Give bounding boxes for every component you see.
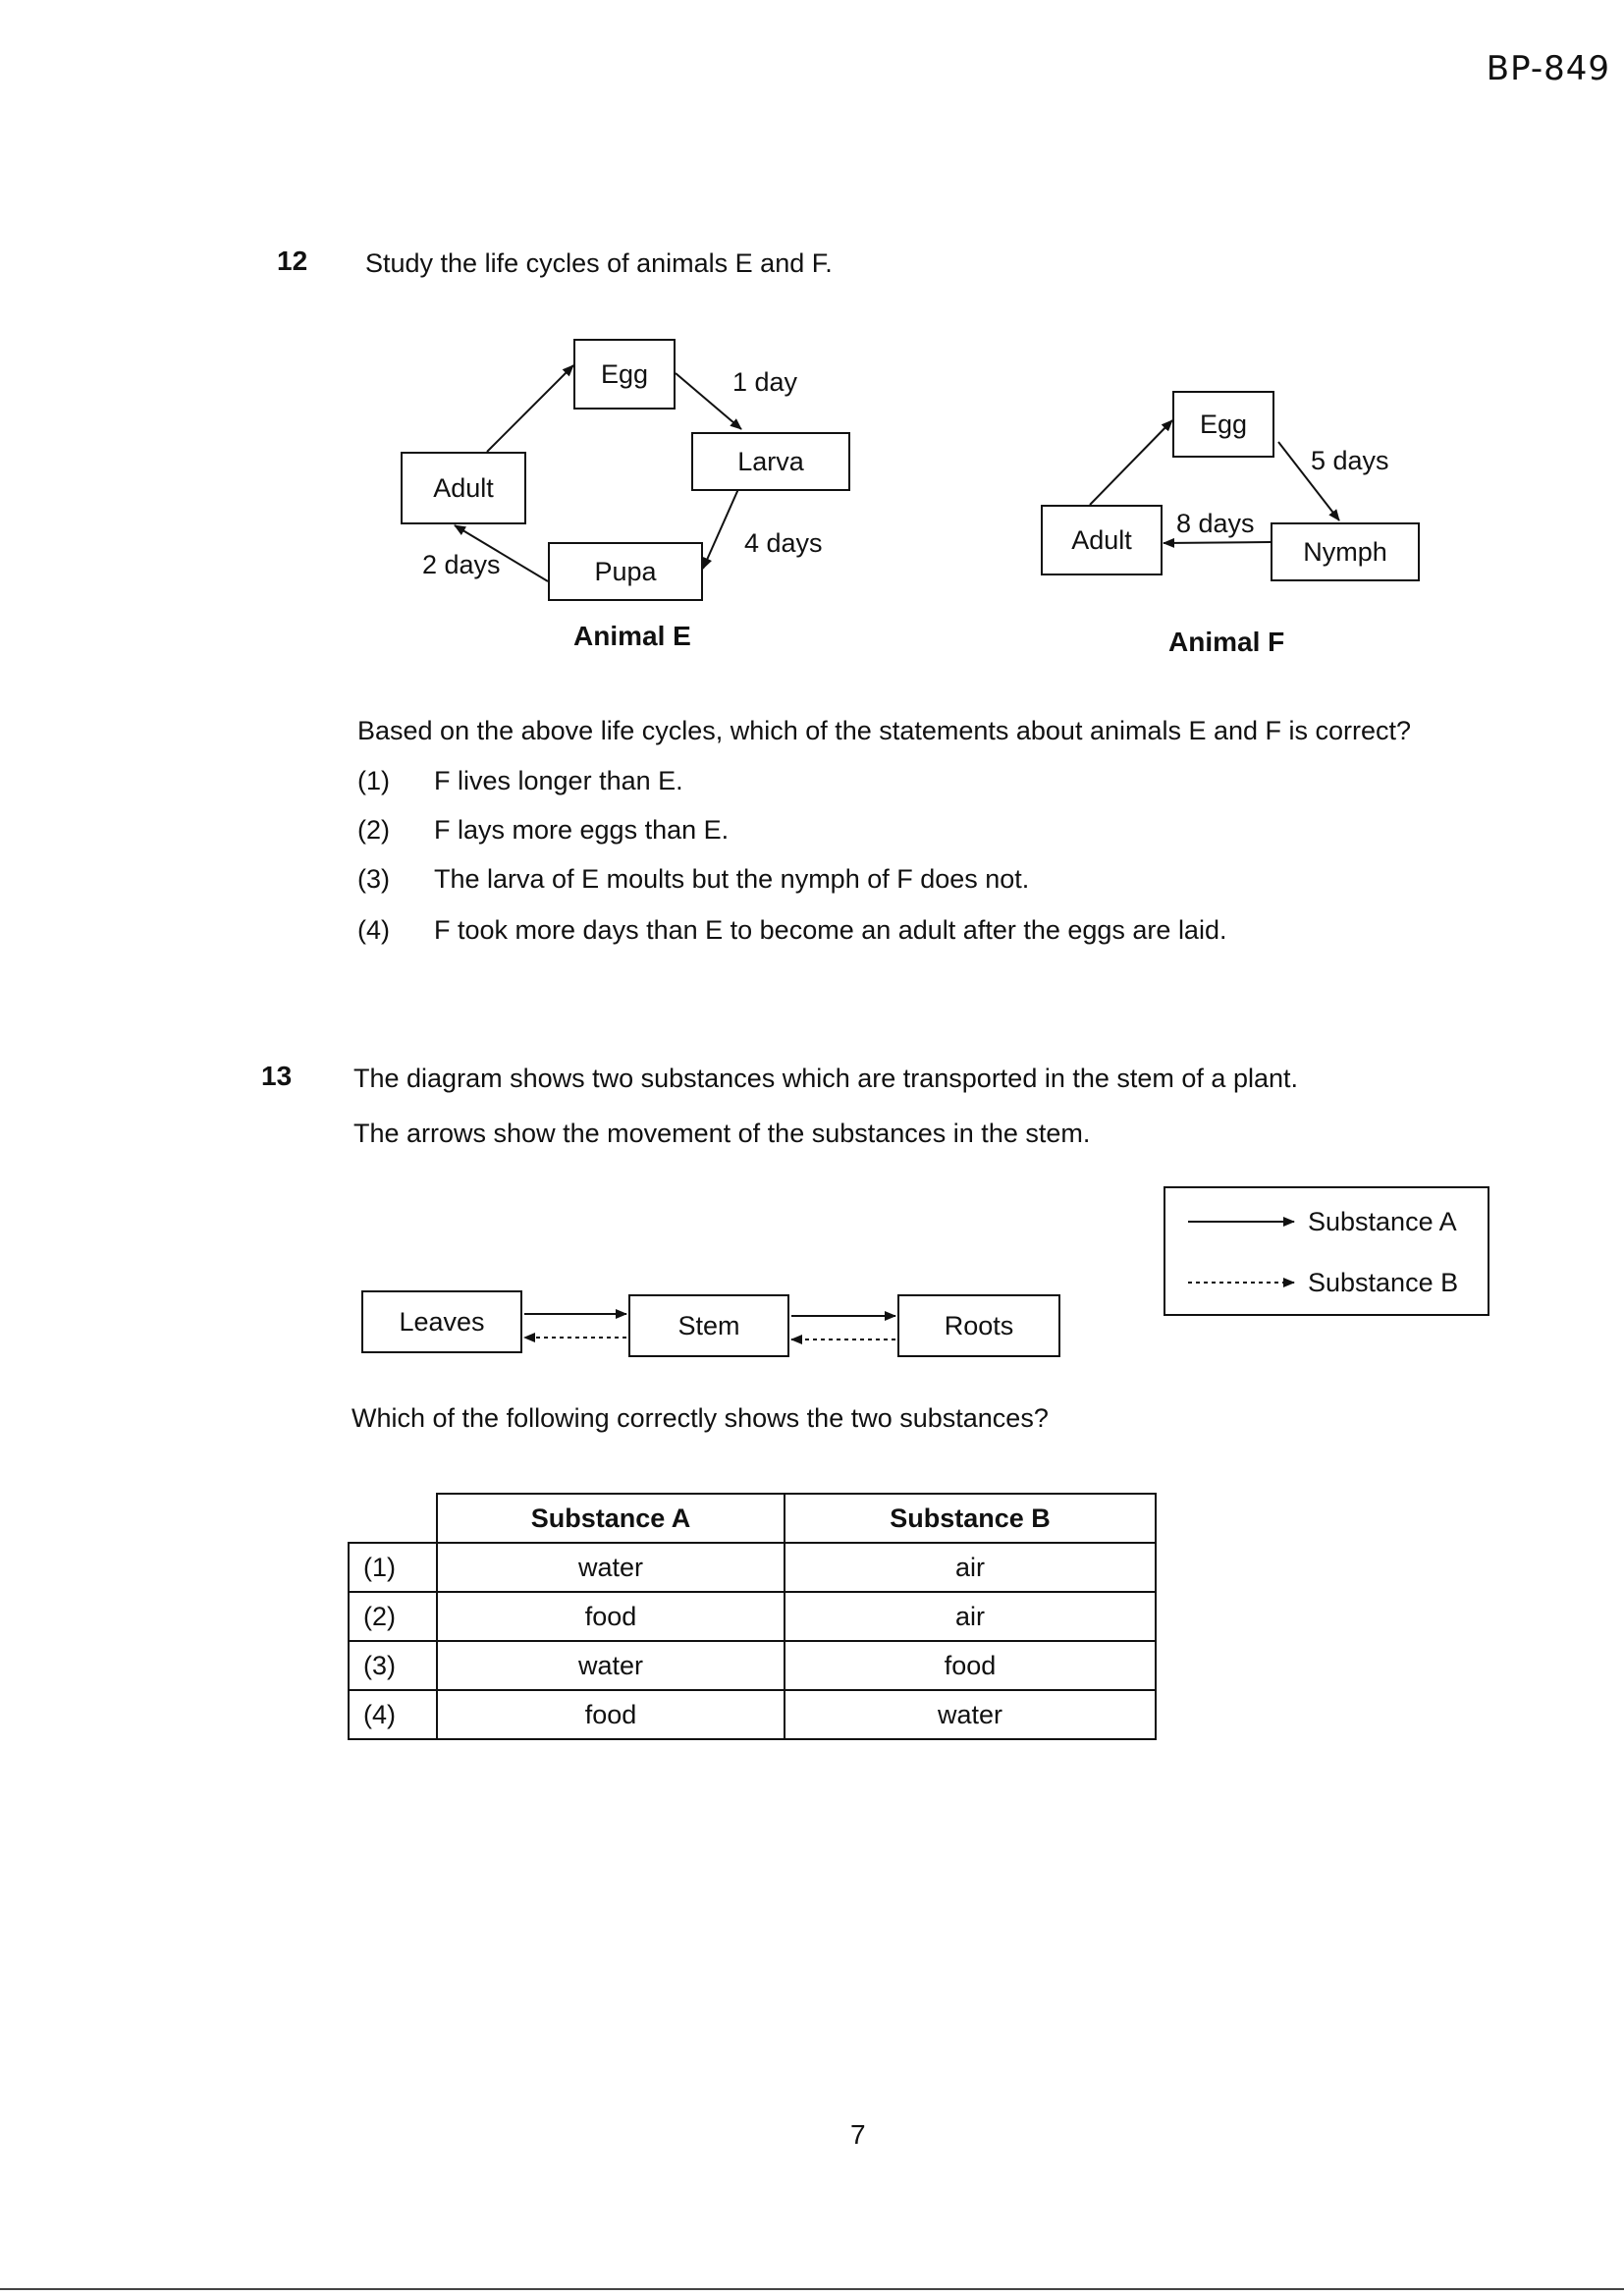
table-row-number: (2) (349, 1592, 437, 1641)
table-cell-substance-b: air (785, 1592, 1156, 1641)
option-number: (3) (357, 864, 390, 894)
stage-pupa-e: Pupa (548, 542, 703, 601)
table-row (349, 1543, 1156, 1592)
bottom-rule (0, 2288, 1624, 2290)
stage-nymph-f: Nymph (1271, 522, 1420, 581)
legend-substance-b: Substance B (1308, 1268, 1459, 1297)
duration-pupa-to-adult-e: 2 days (422, 550, 501, 579)
table-corner (349, 1494, 437, 1543)
paper-code: BP-849 (1486, 49, 1610, 88)
table-row (349, 1641, 1156, 1690)
duration-egg-to-nymph-f: 5 days (1311, 446, 1389, 475)
table-cell-substance-a: water (437, 1641, 785, 1690)
question-13-stem: Which of the following correctly shows the two substances? (352, 1403, 1049, 1433)
option-text: F lives longer than E. (434, 766, 683, 795)
stage-adult-f: Adult (1041, 505, 1163, 575)
table-cell-substance-a: food (437, 1592, 785, 1641)
table-header-substance-b: Substance B (785, 1494, 1156, 1543)
option-number: (4) (357, 915, 390, 945)
question-13-number: 13 (261, 1061, 293, 1091)
stage-egg-f: Egg (1172, 391, 1274, 458)
flow-leaves: Leaves (361, 1290, 522, 1353)
table-cell-substance-b: air (785, 1543, 1156, 1592)
legend-substance-a: Substance A (1308, 1207, 1457, 1236)
table-cell-substance-a: water (437, 1543, 785, 1592)
question-12-stem: Based on the above life cycles, which of the statements about animals E and F is correct? (357, 716, 1412, 745)
table-cell-substance-b: food (785, 1641, 1156, 1690)
answer-table (348, 1493, 1157, 1740)
flow-stem: Stem (628, 1294, 789, 1357)
table-header-substance-a: Substance A (437, 1494, 785, 1543)
question-13-line1: The diagram shows two substances which are transported in the stem of a plant. (353, 1064, 1298, 1093)
duration-nymph-to-adult-f: 8 days (1176, 509, 1255, 538)
table-cell-substance-b: water (785, 1690, 1156, 1739)
table-row-number: (3) (349, 1641, 437, 1690)
flow-roots: Roots (897, 1294, 1060, 1357)
option-text: The larva of E moults but the nymph of F does not. (434, 864, 1030, 894)
question-12-number: 12 (277, 246, 308, 276)
stage-adult-e: Adult (401, 452, 526, 524)
table-header-row (349, 1494, 1156, 1543)
question-12-intro: Study the life cycles of animals E and F. (365, 248, 833, 278)
caption-animal-f: Animal F (1168, 627, 1285, 657)
duration-egg-to-larva-e: 1 day (732, 367, 798, 397)
option-text: F lays more eggs than E. (434, 815, 730, 845)
page-number: 7 (850, 2119, 866, 2150)
stage-egg-e: Egg (573, 339, 676, 410)
table-cell-substance-a: food (437, 1690, 785, 1739)
option-number: (2) (357, 815, 390, 845)
table-row-number: (4) (349, 1690, 437, 1739)
table-row-number: (1) (349, 1543, 437, 1592)
table-row (349, 1690, 1156, 1739)
question-13-line2: The arrows show the movement of the substances in the stem. (353, 1119, 1091, 1148)
table-row (349, 1592, 1156, 1641)
option-number: (1) (357, 766, 390, 795)
duration-larva-to-pupa-e: 4 days (744, 528, 823, 558)
caption-animal-e: Animal E (573, 621, 691, 651)
stage-larva-e: Larva (691, 432, 850, 491)
option-text: F took more days than E to become an adult after the eggs are laid. (434, 915, 1227, 945)
